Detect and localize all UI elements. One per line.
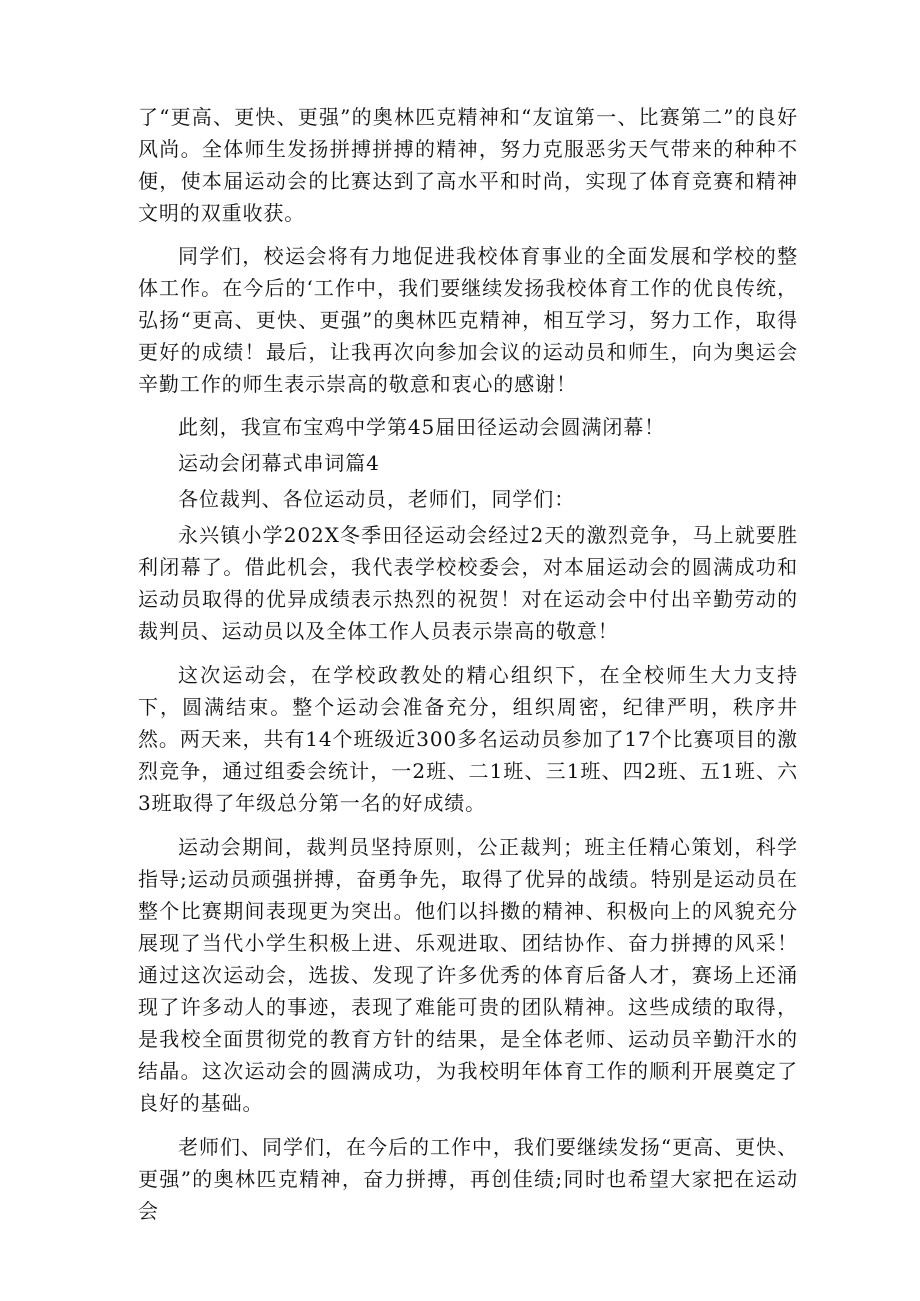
paragraph-continuation: 了“更高、更快、更强”的奥林匹克精神和“友谊第一、比赛第二”的良好风尚。全体师生发扬拼搏拼搏的精神，努力克服恶劣天气带来的种种不便，使本届运动会的比赛达到了高水平和时尚，实现了体育竞赛和精神文明的双重收获。 <box>138 105 798 225</box>
paragraph-summary: 这次运动会，在学校政教处的精心组织下，在全校师生大力支持下，圆满结束。整个运动会准备充分，组织周密，纪律严明，秩序井然。两天来，共有14个班级近300多名运动员参加了17个比赛项目的激烈竞争，通过组委会统计，一2班、二1班、三1班、四2班、五1班、六3班取得了年级总分第一名的好成绩。 <box>138 663 798 815</box>
document-page <box>138 101 798 1227</box>
paragraph-closing-remarks: 同学们，校运会将有力地促进我校体育事业的全面发展和学校的整体工作。在今后的‘工作中，我们要继续发扬我校体育工作的优良传统，弘扬“更高、更快、更强”的奥林匹克精神，相互学习，努力工作，取得更好的成绩！最后，让我再次向参加会议的运动员和师生，向为奥运会辛勤工作的师生表示崇高的敬意和衷心的感谢！ <box>138 244 798 396</box>
paragraph-opening: 永兴镇小学202X冬季田径运动会经过2天的激烈竞争，马上就要胜利闭幕了。借此机会，我代表学校校委会，对本届运动会的圆满成功和运动员取得的优异成绩表示热烈的祝贺！对在运动会中付出辛勤劳动的裁判员、运动员以及全体工作人员表示崇高的敬意！ <box>138 523 798 643</box>
paragraph-declaration: 此刻，我宣布宝鸡中学第45届田径运动会圆满闭幕！ <box>178 415 666 439</box>
section-heading: 运动会闭幕式串词篇4 <box>178 451 380 475</box>
paragraph-achievements: 运动会期间，裁判员坚持原则，公正裁判；班主任精心策划，科学指导;运动员顽强拼搏，奋勇争先，取得了优异的战绩。特别是运动员在整个比赛期间表现更为突出。他们以抖擞的精神、积极向上的风貌充分展现了当代小学生积极上进、乐观进取、团结协作、奋力拼搏的风采！通过这次运动会，选拔、发现了许多优秀的体育后备人才，赛场上还涌现了许多动人的事迹，表现了难能可贵的团队精神。这些成绩的取得，是我校全面贯彻党的教育方针的结果，是全体老师、运动员辛勤汗水的结晶。这次运动会的圆满成功，为我校明年体育工作的顺利开展奠定了良好的基础。 <box>138 835 798 1115</box>
paragraph-outlook: 老师们、同学们，在今后的工作中，我们要继续发扬“更高、更快、更强”的奥林匹克精神，奋力拼搏，再创佳绩;同时也希望大家把在运动会 <box>138 1135 798 1223</box>
paragraph-salutation: 各位裁判、各位运动员，老师们，同学们： <box>178 487 576 511</box>
